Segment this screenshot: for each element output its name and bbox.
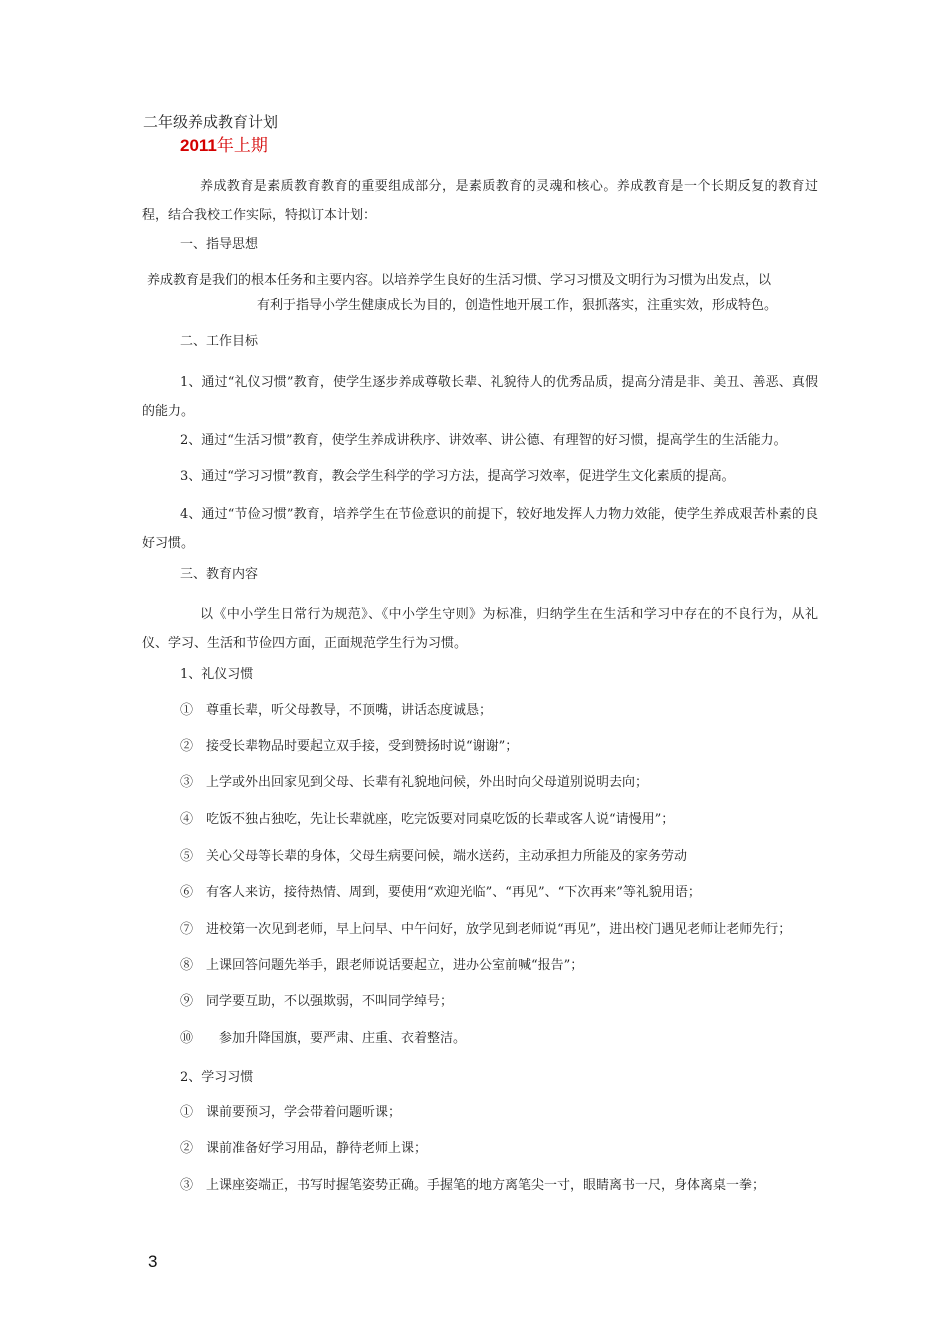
list-item: ⑩ 参加升降国旗，要严肃、庄重、衣着整洁。	[180, 1031, 467, 1046]
guiding-thought-line-2: 有利于指导小学生健康成长为目的，创造性地开展工作，狠抓落实，注重实效，形成特色。	[257, 298, 778, 313]
subtitle-term: 年上期	[216, 136, 268, 156]
page-number: 3	[148, 1252, 158, 1271]
section-heading-guiding-thought: 一、指导思想	[180, 237, 259, 252]
intro-paragraph: 养成教育是素质教育教育的重要组成部分，是素质教育的灵魂和核心。养成教育是一个长期反复的教育过程，结合我校工作实际，特拟订本计划：	[142, 179, 818, 223]
list-item: ④ 吃饭不独占独吃，先让长辈就座，吃完饭要对同桌吃饭的长辈或客人说“请慢用”；	[180, 812, 675, 827]
list-item: ⑤ 关心父母等长辈的身体，父母生病要问候，端水送药，主动承担力所能及的家务劳动	[180, 849, 688, 864]
list-item: ② 课前准备好学习用品，静待老师上课；	[180, 1141, 428, 1156]
goal-item: 2、通过“生活习惯”教育，使学生养成讲秩序、讲效率、讲公德、有理智的好习惯，提高学生的生活能力。	[180, 433, 787, 448]
goal-item: 4、通过“节俭习惯”教育，培养学生在节俭意识的前提下，较好地发挥人力物力效能，使学生养成艰苦朴素的良好习惯。	[142, 507, 818, 551]
document-subtitle	[180, 135, 268, 157]
goal-item: 3、通过“学习习惯”教育，教会学生科学的学习方法，提高学习效率，促进学生文化素质的提高。	[180, 469, 735, 484]
list-item: ⑦ 进校第一次见到老师，早上问早、中午问好，放学见到老师说“再见”，进出校门遇见老师让老师先行；	[180, 922, 792, 937]
list-item: ⑧ 上课回答问题先举手，跟老师说话要起立，进办公室前喊“报告”；	[180, 958, 584, 973]
subheading-etiquette: 1、礼仪习惯	[180, 667, 254, 682]
section-heading-education-content: 三、教育内容	[180, 567, 259, 582]
section-heading-work-goals: 二、工作目标	[180, 334, 259, 349]
list-item: ③ 上课座姿端正，书写时握笔姿势正确。手握笔的地方离笔尖一寸，眼睛离书一尺，身体离桌一拳；	[180, 1178, 766, 1193]
goal-item: 1、通过“礼仪习惯”教育，使学生逐步养成尊敬长辈、礼貌待人的优秀品质，提高分清是非、美丑、善恶、真假的能力。	[142, 375, 818, 419]
list-item: ② 接受长辈物品时要起立双手接，受到赞扬时说“谢谢”；	[180, 739, 519, 754]
list-item: ① 尊重长辈，听父母教导，不顶嘴，讲话态度诚恳；	[180, 703, 493, 718]
list-item: ⑥ 有客人来访，接待热情、周到，要使用“欢迎光临”、“再见”、“下次再来”等礼貌用语；	[180, 885, 701, 900]
education-content-intro: 以《中小学生日常行为规范》、《中小学生守则》为标准，归纳学生在生活和学习中存在的不良行为，从礼仪、学习、生活和节俭四方面，正面规范学生行为习惯。	[142, 607, 818, 651]
list-item: ⑨ 同学要互助，不以强欺弱，不叫同学绰号；	[180, 994, 454, 1009]
document-title: 二年级养成教育计划	[143, 113, 279, 131]
list-item: ③ 上学或外出回家见到父母、长辈有礼貌地问候，外出时向父母道别说明去向；	[180, 775, 649, 790]
subheading-study-habits: 2、学习习惯	[180, 1070, 254, 1085]
list-item: ① 课前要预习，学会带着问题听课；	[180, 1105, 402, 1120]
subtitle-year: 2011	[180, 136, 217, 155]
guiding-thought-line-1: 养成教育是我们的根本任务和主要内容。以培养学生良好的生活习惯、学习习惯及文明行为习惯为出发点，以	[147, 273, 772, 288]
